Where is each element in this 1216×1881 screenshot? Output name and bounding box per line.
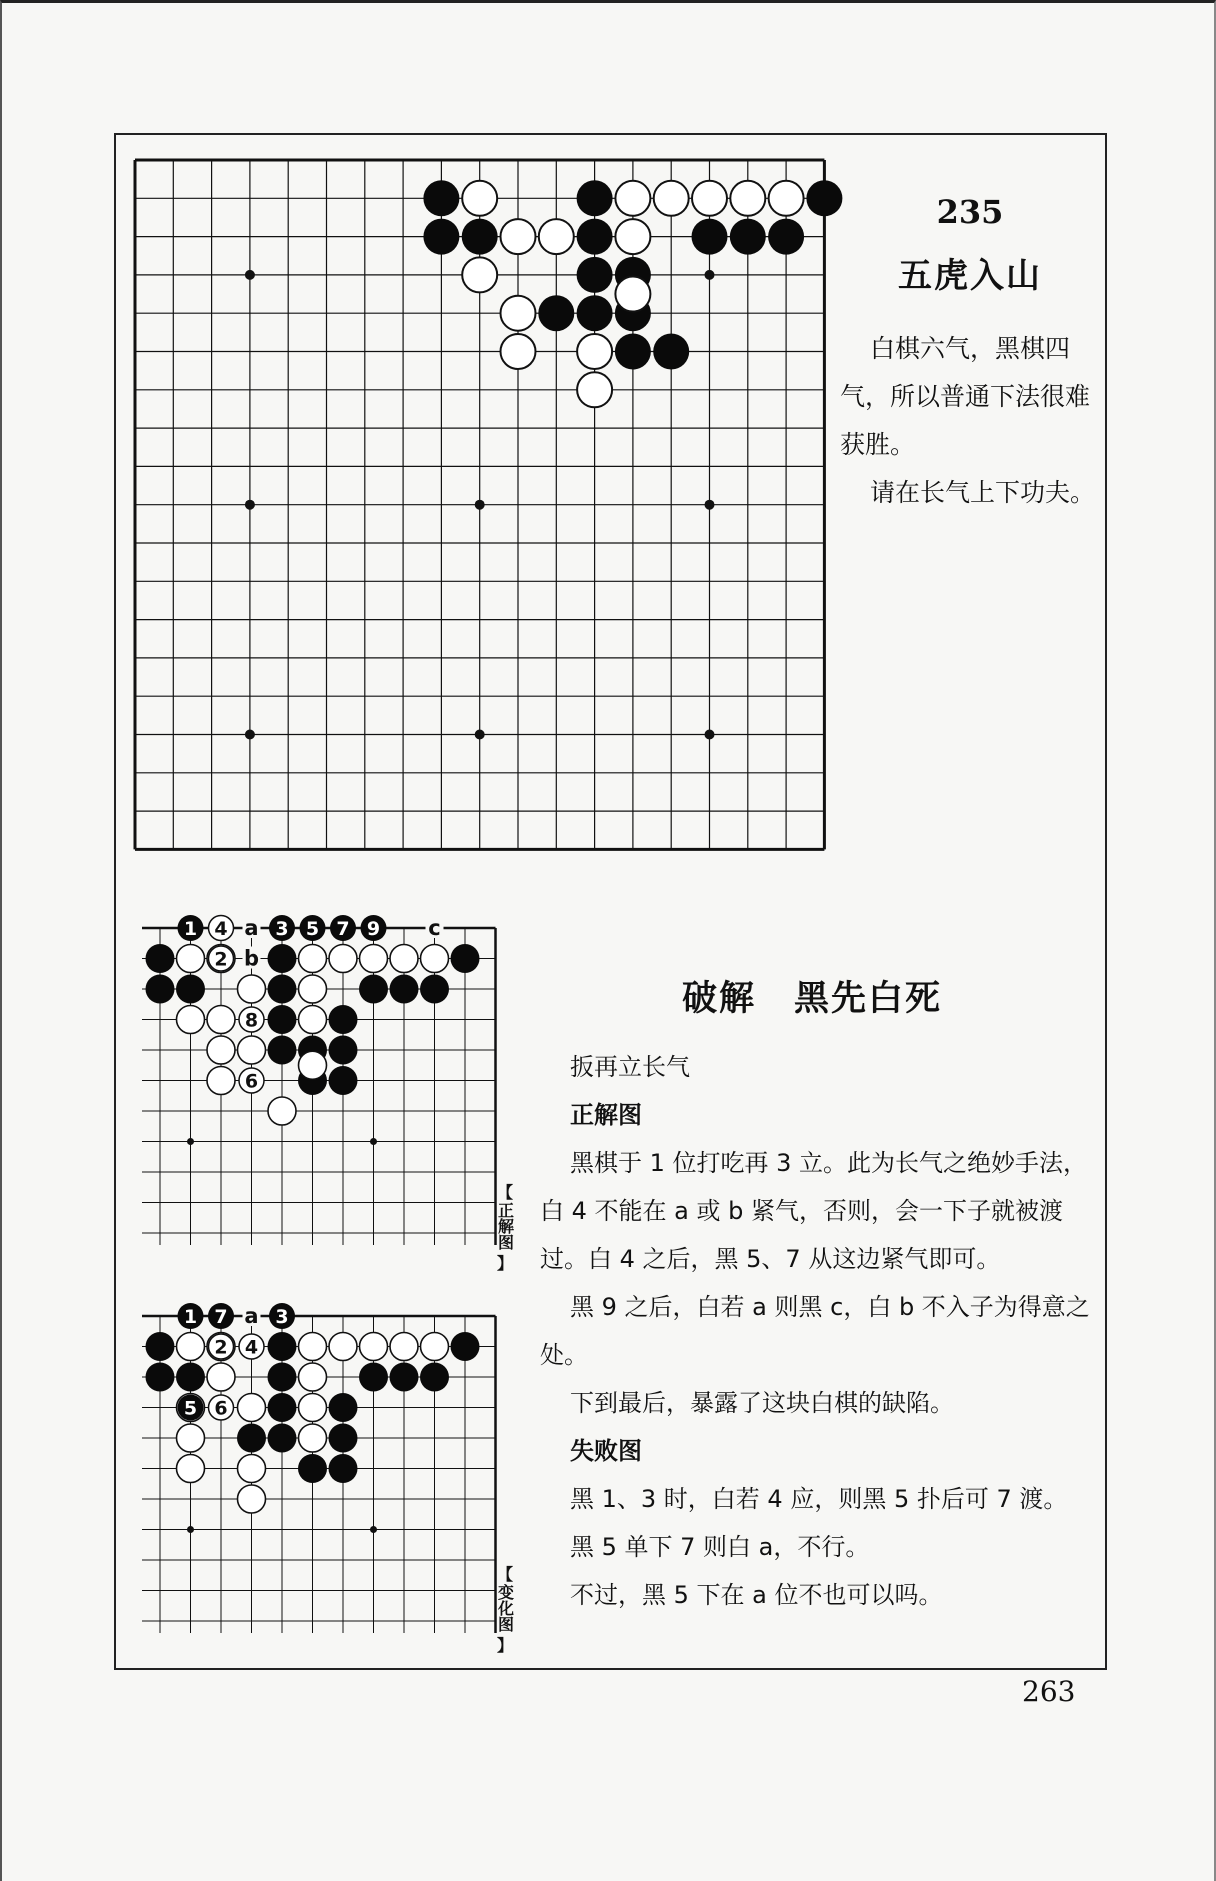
white-stone xyxy=(615,277,650,312)
move-number: 3 xyxy=(275,1306,289,1328)
failure-paragraph: 不过，黑 5 下在 a 位不也可以吗。 xyxy=(570,1581,943,1609)
solution-subheading: 扳再立长气 xyxy=(570,1053,690,1081)
white-stone xyxy=(501,334,536,369)
correct-paragraph: 黑棋于 1 位打吃再 3 立。此为长气之绝妙手法，白 4 不能在 a 或 b 紧气，否则，会一下子就被渡过。白 4 之后，黑 5、7 从这边紧气即可。 xyxy=(540,1149,1088,1273)
black-stone xyxy=(268,1005,297,1034)
move-number: 6 xyxy=(214,1397,228,1420)
white-stone xyxy=(501,296,536,331)
black-stone xyxy=(653,334,689,370)
white-stone xyxy=(177,1455,205,1483)
black-stone xyxy=(268,1036,297,1065)
white-stone xyxy=(615,181,650,216)
black-stone xyxy=(692,219,728,255)
move-number: 3 xyxy=(275,918,289,940)
black-stone xyxy=(268,975,297,1004)
black-stone xyxy=(176,975,205,1004)
black-stone xyxy=(268,1393,297,1422)
black-stone xyxy=(577,257,613,293)
black-stone xyxy=(329,1036,358,1065)
star-point xyxy=(245,500,255,510)
black-stone xyxy=(451,1332,480,1361)
star-point xyxy=(475,500,485,510)
black-stone xyxy=(329,1066,358,1095)
star-point xyxy=(187,1526,194,1533)
star-point xyxy=(705,500,715,510)
black-stone xyxy=(423,180,459,216)
white-stone xyxy=(299,1051,327,1079)
white-stone xyxy=(421,945,449,973)
failure-paragraph: 黑 5 单下 7 则白 a，不行。 xyxy=(570,1533,870,1561)
white-stone xyxy=(207,1036,235,1064)
white-stone xyxy=(177,1333,205,1361)
variation-board xyxy=(142,1296,492,1656)
white-stone xyxy=(299,1363,327,1391)
solution-title-text: 破解 xyxy=(682,979,757,1019)
problem-number: 235 xyxy=(936,193,1004,231)
black-stone xyxy=(615,334,651,370)
black-stone xyxy=(390,975,419,1004)
move-number: a xyxy=(244,1304,259,1328)
variation-label-text: 变化图 xyxy=(495,1584,515,1632)
solution-text xyxy=(540,1043,1110,1619)
move-number: 1 xyxy=(183,1306,198,1328)
correct-paragraph: 下到最后，暴露了这块白棋的缺陷。 xyxy=(570,1389,954,1417)
move-number: 5 xyxy=(183,1397,198,1420)
black-stone xyxy=(462,219,498,255)
correct-solution-board xyxy=(142,908,492,1268)
black-stone xyxy=(268,1424,297,1453)
black-stone xyxy=(390,1363,419,1392)
white-stone xyxy=(730,181,765,216)
white-stone xyxy=(238,975,266,1003)
move-number: 4 xyxy=(214,918,228,940)
black-stone xyxy=(329,1393,358,1422)
white-stone xyxy=(177,1424,205,1452)
white-stone xyxy=(360,945,388,973)
white-stone xyxy=(207,1363,235,1391)
move-number: 4 xyxy=(244,1336,259,1359)
black-stone xyxy=(768,219,804,255)
move-number: 6 xyxy=(244,1070,259,1093)
black-stone xyxy=(451,944,480,973)
white-stone xyxy=(390,945,418,973)
white-stone xyxy=(177,945,205,973)
white-stone xyxy=(299,975,327,1003)
black-stone xyxy=(146,1332,175,1361)
move-number: 7 xyxy=(336,918,350,940)
solution-title xyxy=(682,971,982,1021)
black-stone xyxy=(146,1363,175,1392)
white-stone xyxy=(238,1394,266,1422)
move-number: 7 xyxy=(214,1306,228,1328)
correct-diagram-label: 【 正解图 】 xyxy=(495,1183,515,1273)
move-number: a xyxy=(244,916,259,940)
problem-description xyxy=(840,325,1105,517)
move-number: 9 xyxy=(366,918,381,940)
star-point xyxy=(705,270,715,280)
star-point xyxy=(475,730,485,740)
white-stone xyxy=(329,1333,357,1361)
move-number: 2 xyxy=(214,1336,228,1359)
black-stone xyxy=(268,1332,297,1361)
white-stone xyxy=(177,1006,205,1034)
failure-heading: 失败图 xyxy=(570,1437,642,1465)
white-stone xyxy=(421,1333,449,1361)
black-stone xyxy=(420,975,449,1004)
black-stone xyxy=(359,975,388,1004)
white-stone xyxy=(238,1485,266,1513)
move-number: 5 xyxy=(305,918,320,940)
black-stone xyxy=(577,295,613,331)
black-stone xyxy=(329,1005,358,1034)
correct-paragraph: 黑 9 之后，白若 a 则黑 c，白 b 不入子为得意之处。 xyxy=(540,1293,1090,1369)
star-point xyxy=(187,1138,194,1145)
white-stone xyxy=(207,1006,235,1034)
black-stone xyxy=(237,1424,266,1453)
correct-label-text: 正解图 xyxy=(495,1202,515,1250)
black-stone xyxy=(423,219,459,255)
move-number: 2 xyxy=(214,948,228,971)
failure-paragraph: 黑 1、3 时，白若 4 应，则黑 5 扑后可 7 渡。 xyxy=(570,1485,1068,1513)
white-stone xyxy=(577,334,612,369)
star-point xyxy=(705,730,715,740)
white-stone xyxy=(329,945,357,973)
white-stone xyxy=(501,219,536,254)
white-stone xyxy=(360,1333,388,1361)
black-stone xyxy=(730,219,766,255)
problem-paragraph: 白棋六气，黑棋四气，所以普通下法很难获胜。 xyxy=(840,334,1091,459)
white-stone xyxy=(390,1333,418,1361)
move-number: 8 xyxy=(244,1009,259,1032)
star-point xyxy=(370,1526,377,1533)
solution-subtitle: 黑先白死 xyxy=(794,979,943,1019)
black-stone xyxy=(146,975,175,1004)
page-number: 263 xyxy=(1022,1675,1076,1708)
black-stone xyxy=(806,180,842,216)
white-stone xyxy=(462,257,497,292)
black-stone xyxy=(146,944,175,973)
black-stone xyxy=(329,1424,358,1453)
problem-title: 五虎入山 xyxy=(898,256,1042,296)
black-stone xyxy=(538,295,574,331)
black-stone xyxy=(268,944,297,973)
white-stone xyxy=(539,219,574,254)
move-number: c xyxy=(428,916,441,940)
main-go-board xyxy=(130,155,840,855)
star-point xyxy=(245,270,255,280)
problem-paragraph: 请在长气上下功夫。 xyxy=(870,478,1096,507)
white-stone xyxy=(299,1424,327,1452)
white-stone xyxy=(299,1394,327,1422)
white-stone xyxy=(207,1067,235,1095)
white-stone xyxy=(462,181,497,216)
black-stone xyxy=(298,1454,327,1483)
white-stone xyxy=(577,372,612,407)
black-stone xyxy=(176,1363,205,1392)
correct-heading: 正解图 xyxy=(570,1101,642,1129)
variation-diagram-label: 【 变化图 】 xyxy=(495,1565,515,1655)
white-stone xyxy=(654,181,689,216)
black-stone xyxy=(268,1363,297,1392)
black-stone xyxy=(420,1363,449,1392)
black-stone xyxy=(329,1454,358,1483)
white-stone xyxy=(615,219,650,254)
white-stone xyxy=(299,1006,327,1034)
black-stone xyxy=(577,180,613,216)
white-stone xyxy=(299,1333,327,1361)
white-stone xyxy=(692,181,727,216)
white-stone xyxy=(268,1097,296,1125)
star-point xyxy=(370,1138,377,1145)
white-stone xyxy=(238,1455,266,1483)
white-stone xyxy=(769,181,804,216)
star-point xyxy=(245,730,255,740)
white-stone xyxy=(238,1036,266,1064)
black-stone xyxy=(359,1363,388,1392)
black-stone xyxy=(577,219,613,255)
move-number: 1 xyxy=(183,918,198,940)
white-stone xyxy=(299,945,327,973)
move-number: b xyxy=(243,946,260,971)
